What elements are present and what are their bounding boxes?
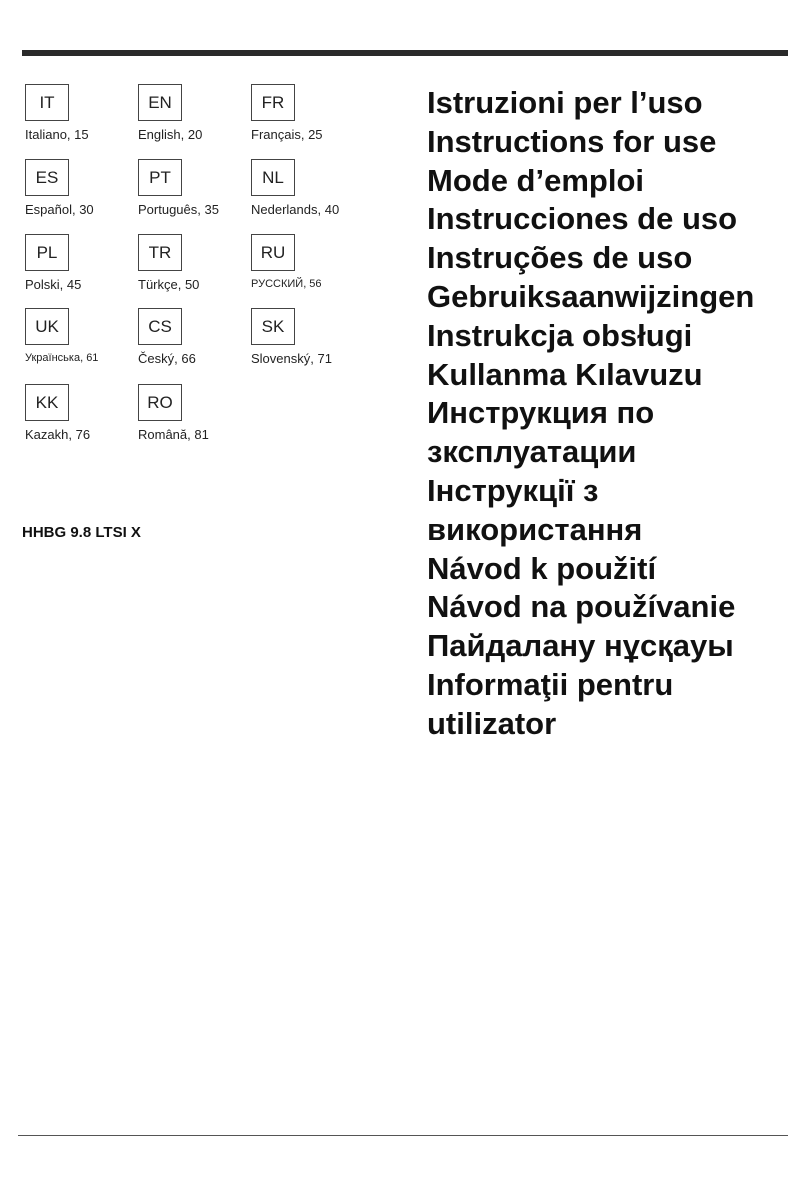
title-line: Návod k použití [427, 550, 657, 586]
language-entry-es[interactable] [25, 159, 135, 221]
language-caption: РУССКИЙ, 56 [251, 278, 322, 290]
language-code-box: RU [251, 234, 295, 271]
language-entry-en[interactable] [138, 84, 248, 146]
title-line: Istruzioni per l’uso [427, 85, 703, 120]
language-code-box: IT [25, 84, 69, 121]
language-code-box: UK [25, 308, 69, 345]
language-entry-sk[interactable] [251, 308, 361, 370]
language-code-box: NL [251, 159, 295, 196]
language-entry-fr[interactable] [251, 84, 361, 146]
title-line: utilizator [427, 705, 557, 741]
title-line: Instrukcja obsługi [427, 317, 693, 353]
language-caption: Español, 30 [25, 202, 94, 217]
title-line: Gebruiksaanwijzingen [427, 278, 755, 314]
language-entry-it[interactable] [25, 84, 135, 146]
language-caption: Český, 66 [138, 351, 196, 366]
language-caption: Kazakh, 76 [25, 427, 91, 442]
language-caption: Slovenský, 71 [251, 351, 332, 366]
bottom-rule [18, 1135, 788, 1136]
language-caption: Italiano, 15 [25, 127, 89, 142]
language-caption: English, 20 [138, 127, 203, 142]
title-line: Kullanma Kılavuzu [427, 356, 703, 392]
title-line: Instruções de uso [427, 240, 693, 276]
title-line: Instructions for use [427, 123, 717, 159]
title-line: Mode d’emploi [427, 162, 644, 198]
language-caption: Polski, 45 [25, 277, 82, 292]
title-line: використання [427, 511, 643, 547]
language-code-box: FR [251, 84, 295, 121]
title-line: Пайдалану нұсқауы [427, 628, 734, 664]
manual-titles [427, 84, 797, 744]
language-entry-ro[interactable] [138, 384, 248, 446]
language-code-box: CS [138, 308, 182, 345]
title-line: зксплуатации [427, 434, 637, 470]
language-entry-nl[interactable] [251, 159, 361, 221]
language-caption: Nederlands, 40 [251, 202, 340, 217]
language-caption: Português, 35 [138, 202, 219, 217]
language-code-box: RO [138, 384, 182, 421]
language-entry-pl[interactable] [25, 234, 135, 296]
language-code-box: SK [251, 308, 295, 345]
language-code-box: EN [138, 84, 182, 121]
top-rule [22, 50, 788, 56]
language-entry-ru[interactable] [251, 234, 361, 296]
title-line: Инструкция по [427, 395, 655, 431]
title-line: Návod na používanie [427, 589, 736, 625]
language-index [25, 84, 395, 454]
language-entry-uk[interactable] [25, 308, 135, 370]
language-caption: Română, 81 [138, 427, 209, 442]
title-line: Інструкції з [427, 472, 599, 508]
title-line: Instrucciones de uso [427, 201, 738, 237]
language-caption: Українська, 61 [25, 352, 99, 364]
language-code-box: ES [25, 159, 69, 196]
language-entry-kk[interactable] [25, 384, 135, 446]
language-code-box: PL [25, 234, 69, 271]
language-code-box: KK [25, 384, 69, 421]
language-code-box: TR [138, 234, 182, 271]
language-caption: Türkçe, 50 [138, 277, 200, 292]
title-line: Informaţii pentru [427, 666, 674, 702]
language-entry-tr[interactable] [138, 234, 248, 296]
language-caption: Français, 25 [251, 127, 323, 142]
model-number: HHBG 9.8 LTSI X [22, 524, 141, 541]
language-entry-cs[interactable] [138, 308, 248, 370]
language-code-box: PT [138, 159, 182, 196]
language-entry-pt[interactable] [138, 159, 248, 221]
